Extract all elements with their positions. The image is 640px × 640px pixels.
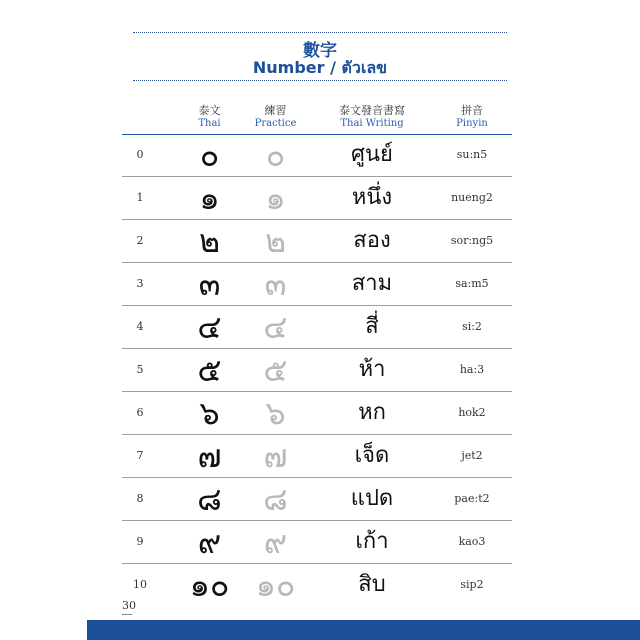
row-index: 9 — [136, 535, 144, 548]
table-row — [122, 177, 512, 220]
table-row — [122, 134, 512, 177]
column-header-practice-en: Practice — [254, 118, 297, 129]
bottom-dotted-rule — [133, 80, 507, 81]
row-index: 4 — [136, 320, 144, 333]
thai-numeral: ๙ — [197, 523, 222, 561]
pinyin: su:n5 — [456, 148, 488, 161]
thai-word: ศูนย์ — [351, 142, 393, 167]
column-header-thai-cn: 泰文 — [198, 104, 221, 117]
column-header-thai — [172, 104, 247, 130]
thai-word: เก้า — [355, 529, 389, 554]
practice-numeral: ๘ — [263, 480, 288, 518]
row-index: 8 — [136, 492, 144, 505]
table-row — [122, 478, 512, 521]
pinyin: nueng2 — [451, 191, 493, 204]
page-number: 30 — [122, 599, 136, 612]
thai-numeral: ๖ — [199, 394, 220, 432]
pinyin: sa:m5 — [455, 277, 489, 290]
practice-numeral: ๖ — [265, 394, 286, 432]
footer-bar — [87, 620, 640, 640]
row-index: 0 — [136, 148, 144, 161]
column-header-writing-en: Thai Writing — [340, 118, 404, 129]
page-title-english: Number / ตัวเลข — [252, 58, 388, 77]
thai-numeral: ๐ — [199, 136, 220, 174]
thai-word: สอง — [353, 228, 391, 253]
thai-word: หนึ่ง — [351, 185, 393, 210]
number-table — [122, 134, 512, 606]
practice-numeral: ๙ — [263, 523, 288, 561]
practice-numeral: ๕ — [263, 351, 288, 389]
practice-numeral: ๑ — [265, 179, 286, 217]
thai-numeral: ๒ — [198, 222, 221, 260]
row-index: 6 — [136, 406, 144, 419]
row-index: 5 — [136, 363, 144, 376]
row-index: 7 — [136, 449, 144, 462]
pinyin: pae:t2 — [454, 492, 490, 505]
pinyin: sor:ng5 — [450, 234, 494, 247]
table-row — [122, 435, 512, 478]
thai-numeral: ๘ — [197, 480, 222, 518]
practice-numeral: ๓ — [264, 265, 287, 303]
pinyin: si:2 — [462, 320, 482, 333]
row-index: 2 — [136, 234, 144, 247]
column-header-pinyin-en: Pinyin — [456, 118, 488, 129]
practice-numeral: ๔ — [263, 308, 288, 346]
thai-numeral: ๑ — [199, 179, 220, 217]
page-title-chinese: 數字 — [303, 41, 337, 61]
thai-numeral: ๗ — [197, 437, 222, 475]
table-header — [122, 104, 512, 135]
thai-word: หก — [358, 400, 386, 425]
thai-word: ห้า — [358, 357, 386, 382]
practice-numeral: ๑๐ — [255, 566, 296, 604]
thai-numeral: ๓ — [198, 265, 221, 303]
column-header-writing — [312, 104, 432, 130]
thai-word: สาม — [351, 271, 393, 296]
column-header-writing-cn: 泰文發音書寫 — [339, 104, 405, 117]
table-row — [122, 564, 512, 606]
table-row — [122, 263, 512, 306]
row-index: 10 — [133, 578, 147, 591]
practice-numeral: ๒ — [264, 222, 287, 260]
table-row — [122, 349, 512, 392]
top-dotted-rule — [133, 32, 507, 33]
column-header-pinyin — [430, 104, 514, 130]
thai-numeral: ๔ — [197, 308, 222, 346]
practice-numeral: ๗ — [263, 437, 288, 475]
pinyin: hok2 — [458, 406, 486, 419]
page-number-underline — [122, 614, 132, 615]
pinyin: jet2 — [461, 449, 483, 462]
thai-word: สิบ — [358, 572, 386, 597]
column-header-thai-en: Thai — [198, 118, 221, 129]
table-row — [122, 521, 512, 564]
thai-word: เจ็ด — [354, 443, 390, 468]
thai-word: สี่ — [365, 314, 379, 339]
column-header-practice-cn: 練習 — [264, 104, 287, 117]
pinyin: ha:3 — [459, 363, 485, 376]
practice-numeral: ๐ — [265, 136, 286, 174]
table-row — [122, 392, 512, 435]
table-row — [122, 306, 512, 349]
row-index: 1 — [136, 191, 144, 204]
pinyin: kao3 — [458, 535, 486, 548]
thai-word: แปด — [350, 486, 394, 511]
row-index: 3 — [136, 277, 144, 290]
pinyin: sip2 — [460, 578, 484, 591]
column-header-practice — [238, 104, 313, 130]
thai-numeral: ๕ — [197, 351, 222, 389]
table-row — [122, 220, 512, 263]
column-header-pinyin-cn: 拼音 — [461, 104, 483, 117]
thai-numeral: ๑๐ — [189, 566, 230, 604]
